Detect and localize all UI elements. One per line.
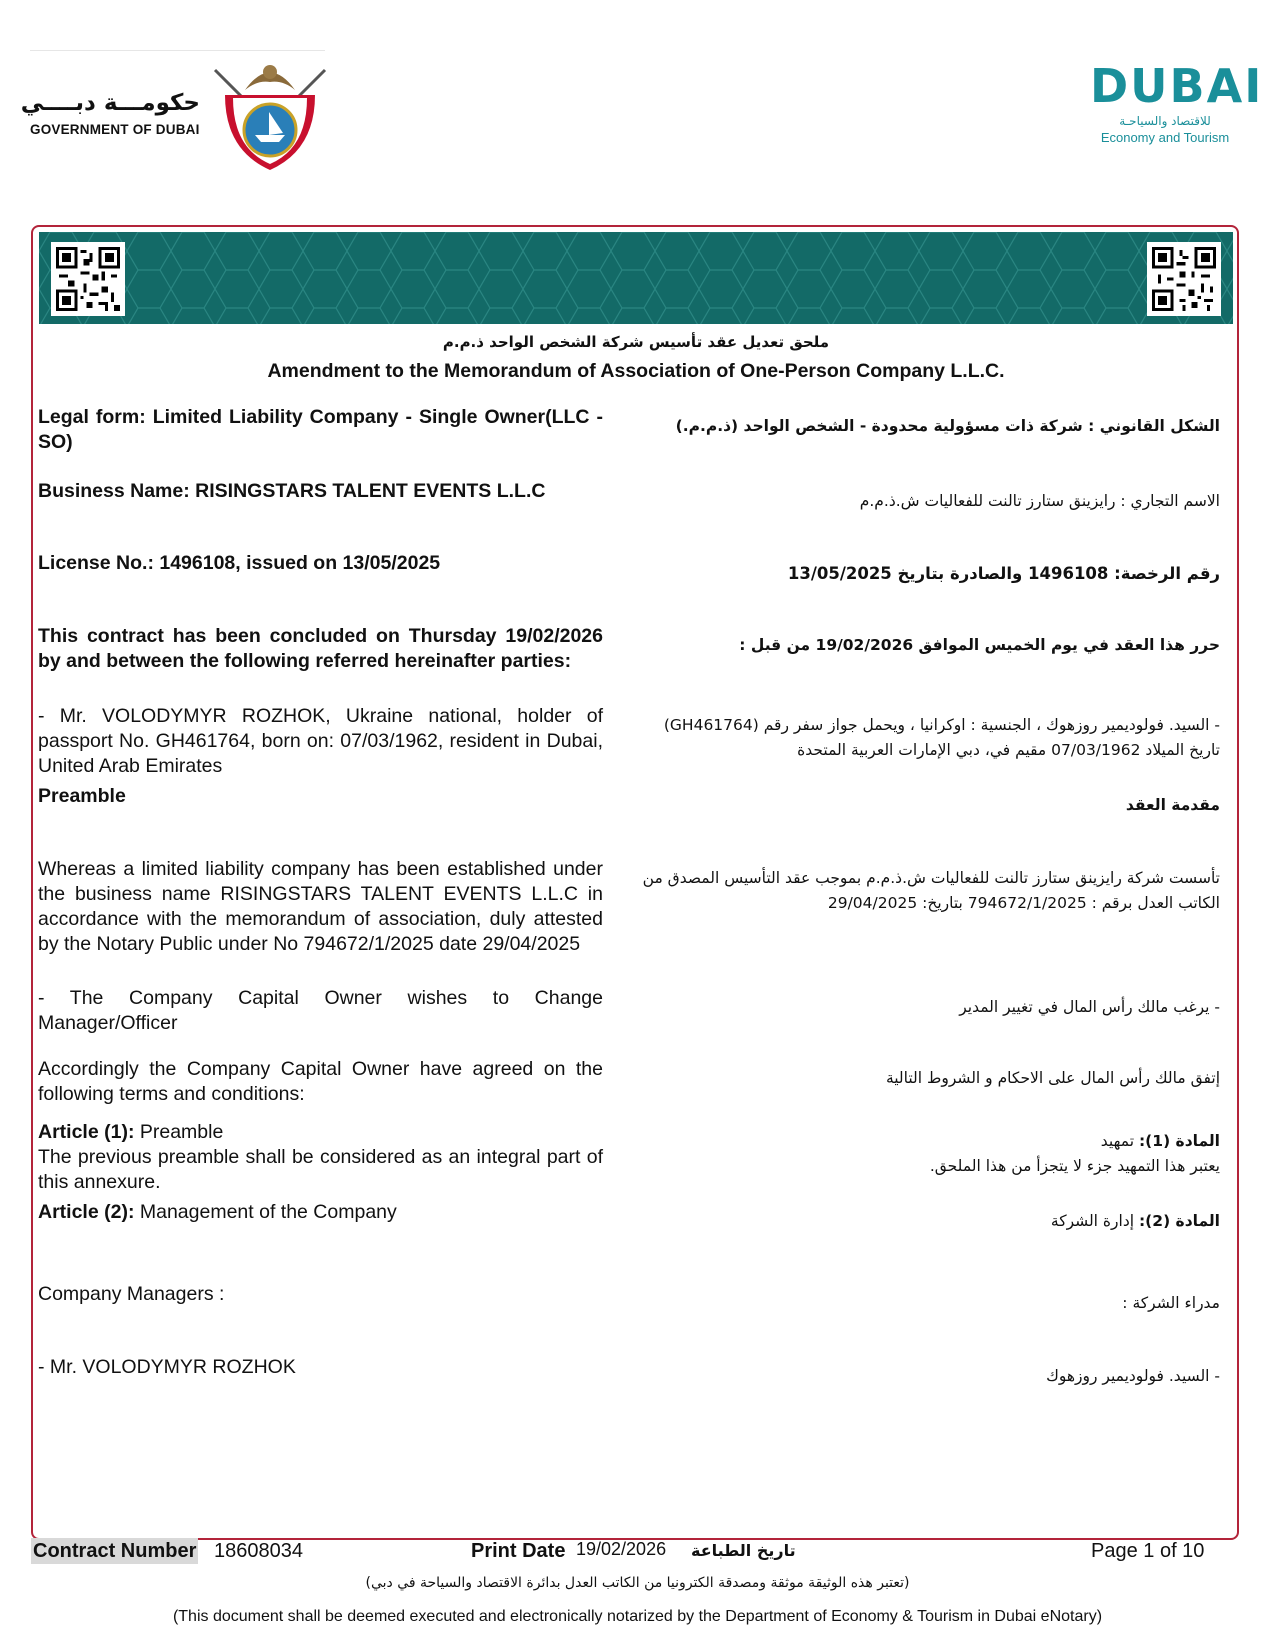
- footer-row: [31, 1538, 1241, 1566]
- article-2-label-ar: المادة (2):: [1138, 1212, 1220, 1230]
- article-1-body-ar: يعتبر هذا التمهيد جزء لا يتجزأ من هذا الملحق.: [929, 1157, 1220, 1175]
- business-name-en: [38, 479, 603, 504]
- qr-code-icon: [1152, 247, 1216, 311]
- dubai-emblem-icon: [205, 50, 335, 175]
- document-title-en: Amendment to the Memorandum of Association of One-Person Company L.L.C.: [267, 360, 1005, 382]
- manager-1-ar: - السيد. فولوديمير روزهوك: [1046, 1367, 1220, 1385]
- business-name-value: RISINGSTARS TALENT EVENTS L.L.C: [195, 480, 546, 502]
- gov-name-ar: حكومـــة دبــــي: [20, 90, 200, 116]
- preamble-heading-ar: مقدمة العقد: [1125, 796, 1220, 814]
- whereas-en: Whereas a limited liability company has been established under the business name RISINGSTARS TALENT EVENTS L.L.C in accordance with the memorandum of association, duly attested by the Notary Public under No 794672/1/2025 date 29/04/2025: [38, 858, 603, 955]
- article-1-title-en: Preamble: [134, 1121, 224, 1143]
- concluded-ar: حرر هذا العقد في يوم الخميس الموافق 19/02/2026 من قبل :: [739, 636, 1220, 654]
- legal-form-ar: الشكل القانوني : شركة ذات مسؤولية محدودة - الشخص الواحد (ذ.م.م.): [675, 417, 1220, 435]
- manager-1-en: - Mr. VOLODYMYR ROZHOK: [38, 1356, 296, 1378]
- government-of-dubai-logo: [20, 50, 330, 175]
- wish-ar: - يرغب مالك رأس المال في تغيير المدير: [959, 998, 1220, 1016]
- license-ar: رقم الرخصة: 1496108 والصادرة بتاريخ 13/05/2025: [787, 564, 1220, 583]
- managers-en: Company Managers :: [38, 1283, 225, 1305]
- print-date-label-ar: تاريخ الطباعة: [691, 1541, 796, 1560]
- party-ar: - السيد. فولوديمير روزهوك ، الجنسية : اوكرانيا ، ويحمل جواز سفر رقم (GH461764) تاريخ الميلاد 07/03/1962 مقيم في، دبي الإمارات العربية المتحدة: [663, 716, 1220, 759]
- gov-name-en: GOVERNMENT OF DUBAI: [30, 122, 200, 137]
- notarization-note-en: (This document shall be deemed executed and electronically notarized by the Department of Economy & Tourism in Dubai eNotary): [172, 1608, 1103, 1625]
- qr-code-left[interactable]: [51, 242, 125, 316]
- preamble-heading-en: Preamble: [38, 785, 126, 807]
- print-date-label: Print Date: [471, 1540, 566, 1562]
- legal-form-en: Legal form: Limited Liability Company - Single Owner(LLC - SO): [38, 406, 603, 453]
- article-1-title-ar: تمهيد: [1100, 1132, 1139, 1150]
- banner-pattern: [39, 232, 1233, 324]
- article-2-title-ar: إدارة الشركة: [1050, 1212, 1139, 1230]
- dubai-logo-word: DUBAI: [1090, 59, 1264, 113]
- article-2-title-en: Management of the Company: [134, 1201, 397, 1223]
- qr-code-icon: [56, 247, 120, 311]
- qr-code-right[interactable]: [1147, 242, 1221, 316]
- document-title-ar: ملحق تعديل عقد تأسيس شركة الشخص الواحد ذ.م.م: [442, 333, 830, 351]
- article-1-label-en: Article (1):: [38, 1121, 135, 1143]
- managers-ar: مدراء الشركة :: [1122, 1294, 1220, 1312]
- page-number: Page 1 of 10: [1091, 1540, 1205, 1562]
- agreed-ar: إتفق مالك رأس المال على الاحكام و الشروط التالية: [885, 1069, 1220, 1087]
- whereas-ar: تأسست شركة رايزينق ستارز تالنت للفعاليات ش.ذ.م.م بموجب عقد التأسيس المصدق من الكاتب العدل برقم : 794672/1/2025 بتاريخ: 29/04/2025: [642, 869, 1220, 912]
- notarization-note-ar: (تعتبر هذه الوثيقة موثقة ومصدقة الكترونيا من الكاتب العدل بدائرة الاقتصاد والسياحة في دبي): [365, 1575, 910, 1591]
- header-banner: [39, 232, 1233, 324]
- article-2-en: [38, 1200, 603, 1225]
- contract-number-label: Contract Number: [33, 1540, 197, 1562]
- wish-en: - The Company Capital Owner wishes to Change Manager/Officer: [38, 987, 603, 1034]
- party-en: - Mr. VOLODYMYR ROZHOK, Ukraine national, holder of passport No. GH461764, born on: 07/03/1962, resident in Dubai, United Arab Emirates: [38, 705, 603, 777]
- contract-number: 18608034: [214, 1540, 303, 1562]
- print-date: 19/02/2026: [576, 1539, 667, 1559]
- license-en: License No.: 1496108, issued on 13/05/2025: [38, 552, 441, 574]
- article-1-ar: [640, 1129, 1220, 1179]
- dept-name-en: Economy and Tourism: [1100, 130, 1230, 145]
- article-1-en: [38, 1120, 603, 1195]
- business-name-ar: الاسم التجاري : رايزينق ستارز تالنت للفعاليات ش.ذ.م.م: [859, 492, 1220, 510]
- business-name-label: Business Name:: [38, 480, 196, 502]
- dept-name-ar: للاقتصاد والسياحـة: [1119, 114, 1211, 128]
- article-1-body-en: The previous preamble shall be considered as an integral part of this annexure.: [38, 1146, 603, 1193]
- article-1-label-ar: المادة (1):: [1138, 1132, 1220, 1150]
- agreed-en: Accordingly the Company Capital Owner have agreed on the following terms and conditions:: [38, 1058, 603, 1105]
- article-2-ar: [640, 1209, 1220, 1234]
- concluded-en: This contract has been concluded on Thursday 19/02/2026 by and between the following referred hereinafter parties:: [38, 625, 603, 672]
- article-2-label-en: Article (2):: [38, 1201, 135, 1223]
- dubai-economy-tourism-logo: [1090, 59, 1264, 160]
